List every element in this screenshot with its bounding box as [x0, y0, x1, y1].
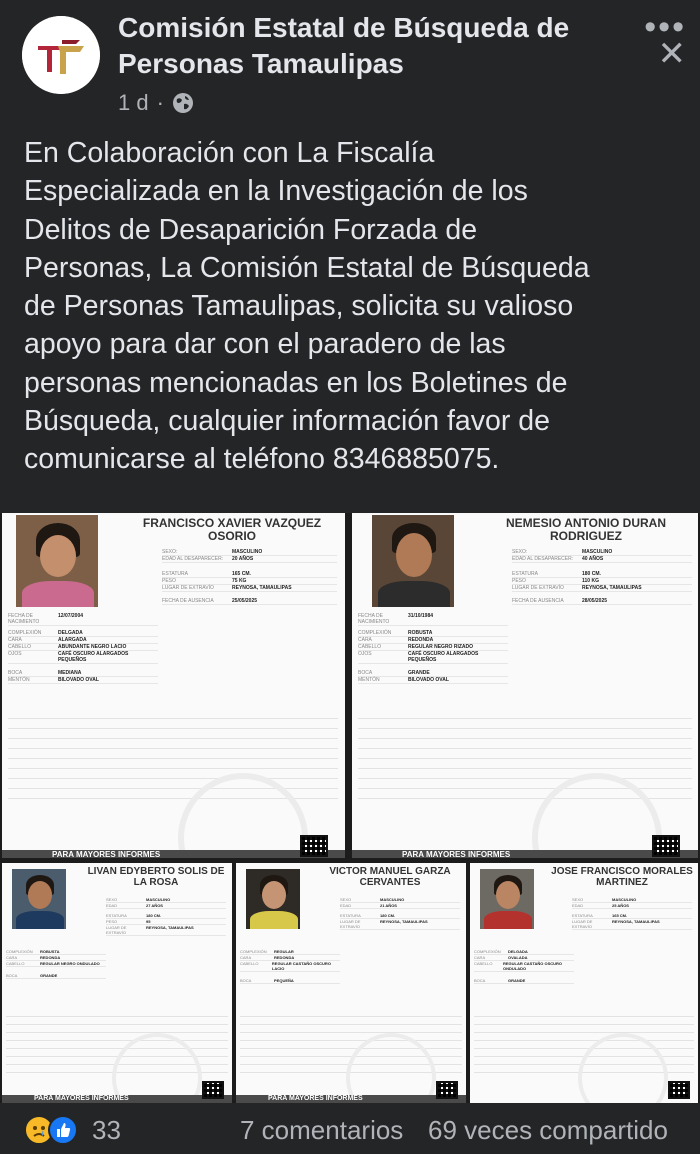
- field-row: PESO 95: [106, 919, 226, 925]
- bulletin-name: LIVAN EDYBERTO SOLIS DE LA ROSA: [87, 866, 225, 888]
- like-reaction-icon: [48, 1115, 78, 1145]
- field-row: ESTATURA 180 CM.: [512, 571, 692, 578]
- post-stats-bar: [0, 1103, 700, 1154]
- qr-code: [436, 1081, 458, 1099]
- person-photo: [372, 515, 454, 607]
- bulletin-name: NEMESIO ANTONIO DURAN RODRIGUEZ: [505, 516, 666, 543]
- field-row: SEXO: MASCULINO: [162, 549, 337, 556]
- bulletin-card[interactable]: [470, 863, 698, 1103]
- field-row: COMPLEXIÓN DELGADA: [474, 949, 574, 955]
- field-row: LUGAR DE EXTRAVÍO REYNOSA, TAMAULIPAS: [340, 919, 460, 930]
- reaction-count[interactable]: 33: [92, 1115, 121, 1145]
- field-row: PESO 110 KG: [512, 578, 692, 585]
- bulletin-name: FRANCISCO XAVIER VAZQUEZ OSORIO: [142, 516, 322, 543]
- bulletin-card[interactable]: [2, 863, 232, 1103]
- field-row: BOCA GRANDE: [358, 670, 508, 677]
- bulletin-footer: PARA MAYORES INFORMES: [2, 850, 345, 858]
- qr-code: [300, 835, 328, 857]
- field-row: SEXO: MASCULINO: [512, 549, 692, 556]
- bulletin-card[interactable]: [352, 513, 698, 858]
- description-block: [8, 709, 338, 801]
- field-row: SEXO MASCULINO: [572, 897, 692, 903]
- post-media[interactable]: [0, 513, 700, 1103]
- field-row: EDAD AL DESAPARECER: 20 AÑOS: [162, 556, 337, 563]
- field-row: COMPLEXIÓN REGULAR: [240, 949, 340, 955]
- description-block: [358, 709, 692, 801]
- reactions-icons[interactable]: [24, 1115, 84, 1147]
- field-row: SEXO MASCULINO: [340, 897, 460, 903]
- comments-count[interactable]: 7 comentarios: [240, 1115, 404, 1145]
- meta-separator: ·: [156, 90, 164, 115]
- qr-code: [652, 835, 680, 857]
- field-row: CARA OVALADA: [474, 955, 574, 961]
- field-row: LUGAR DE EXTRAVÍO REYNOSA, TAMAULIPAS: [512, 585, 692, 592]
- field-row: CABELLO REGULAR CASTAÑO OSCURO LACIO: [240, 961, 340, 972]
- field-row: EDAD AL DESAPARECER: 40 AÑOS: [512, 556, 692, 563]
- person-photo: [12, 869, 66, 929]
- field-row: LUGAR DE EXTRAVÍO REYNOSA, TAMAULIPAS: [106, 925, 226, 936]
- field-row: BOCA GRANDE: [6, 973, 106, 979]
- field-row: BOCA GRANDE: [474, 978, 574, 984]
- close-icon[interactable]: ✕: [657, 35, 686, 73]
- field-row: CABELLO REGULAR CASTAÑO OSCURO ONDULADO: [474, 961, 574, 972]
- field-row: BOCA PEQUEÑA: [240, 978, 340, 984]
- qr-code: [668, 1081, 690, 1099]
- field-row: OJOS CAFÉ OSCURO ALARGADOS PEQUEÑOS: [358, 651, 508, 664]
- field-row: CABELLO ABUNDANTE NEGRO LACIO: [8, 644, 158, 651]
- field-row: CARA REDONDA: [358, 637, 508, 644]
- field-row: EDAD 27 AÑOS: [106, 903, 226, 909]
- field-row: EDAD 21 AÑOS: [340, 903, 460, 909]
- shares-count[interactable]: 69 veces compartido: [428, 1115, 668, 1145]
- field-row: BOCA MEDIANA: [8, 670, 158, 677]
- post-body: En Colaboración con La Fiscalía Especializada en la Investigación de los Delitos de Desaparición Forzada de Personas, La Comisión Estatal de Búsqueda de Personas Tamaulipas, solicita su valioso apoyo para dar con el paradero de las personas mencionadas en los Boletines de Búsqueda, cualquier información favor de comunicarse al teléfono 8346885075.: [24, 137, 590, 476]
- page-name[interactable]: Comisión Estatal de Búsqueda de Personas Tamaulipas: [118, 12, 570, 79]
- field-row: FECHA DE NACIMIENTO 31/10/1984: [358, 613, 508, 626]
- bulletin-card[interactable]: [236, 863, 466, 1103]
- field-row: CARA REDONDA: [6, 955, 106, 961]
- field-row: OJOS CAFÉ OSCURO ALARGADOS PEQUEÑOS: [8, 651, 158, 664]
- person-photo: [246, 869, 300, 929]
- page-logo-icon: [22, 16, 100, 94]
- field-row: CARA REDONDA: [240, 955, 340, 961]
- qr-code: [202, 1081, 224, 1099]
- bulletin-name: JOSE FRANCISCO MORALES MARTINEZ: [551, 866, 693, 888]
- field-row: COMPLEXIÓN ROBUSTA: [358, 630, 508, 637]
- field-row: EDAD 25 AÑOS: [572, 903, 692, 909]
- field-row: ESTATURA 180 CM.: [106, 913, 226, 919]
- field-row: MENTÓN BILOVADO OVAL: [8, 677, 158, 684]
- bulletin-name: VICTOR MANUEL GARZA CERVANTES: [329, 866, 451, 888]
- field-row: FECHA DE AUSENCIA 25/05/2025: [162, 598, 337, 605]
- bulletin-footer: PARA MAYORES INFORMES: [236, 1095, 466, 1103]
- person-photo: [16, 515, 98, 607]
- ellipsis-icon[interactable]: •••: [644, 8, 686, 46]
- field-row: COMPLEXIÓN ROBUSTA: [6, 949, 106, 955]
- bulletin-footer: PARA MAYORES INFORMES: [2, 1095, 232, 1103]
- field-row: ESTATURA 165 CM.: [162, 571, 337, 578]
- field-row: LUGAR DE EXTRAVÍO REYNOSA, TAMAULIPAS: [162, 585, 337, 592]
- person-photo: [480, 869, 534, 929]
- field-row: PESO 75 KG: [162, 578, 337, 585]
- post-header: [0, 0, 700, 120]
- field-row: SEXO MASCULINO: [106, 897, 226, 903]
- post-meta: [118, 90, 194, 116]
- field-row: CABELLO REGULAR NEGRO ONDULADO: [6, 961, 106, 967]
- field-row: FECHA DE AUSENCIA 28/05/2025: [512, 598, 692, 605]
- field-row: CABELLO REGULAR NEGRO RIZADO: [358, 644, 508, 651]
- post-time[interactable]: 1 d: [118, 90, 149, 115]
- globe-icon[interactable]: [172, 92, 194, 114]
- field-row: CARA ALARGADA: [8, 637, 158, 644]
- field-row: FECHA DE NACIMIENTO 12/07/2004: [8, 613, 158, 626]
- field-row: ESTATURA 165 CM.: [572, 913, 692, 919]
- field-row: MENTÓN BILOVADO OVAL: [358, 677, 508, 684]
- bulletin-footer: PARA MAYORES INFORMES: [352, 850, 698, 858]
- field-row: COMPLEXIÓN DELGADA: [8, 630, 158, 637]
- field-row: ESTATURA 180 CM.: [340, 913, 460, 919]
- bulletin-card[interactable]: [2, 513, 345, 858]
- page-avatar[interactable]: [22, 16, 100, 94]
- field-row: LUGAR DE EXTRAVÍO REYNOSA, TAMAULIPAS: [572, 919, 692, 930]
